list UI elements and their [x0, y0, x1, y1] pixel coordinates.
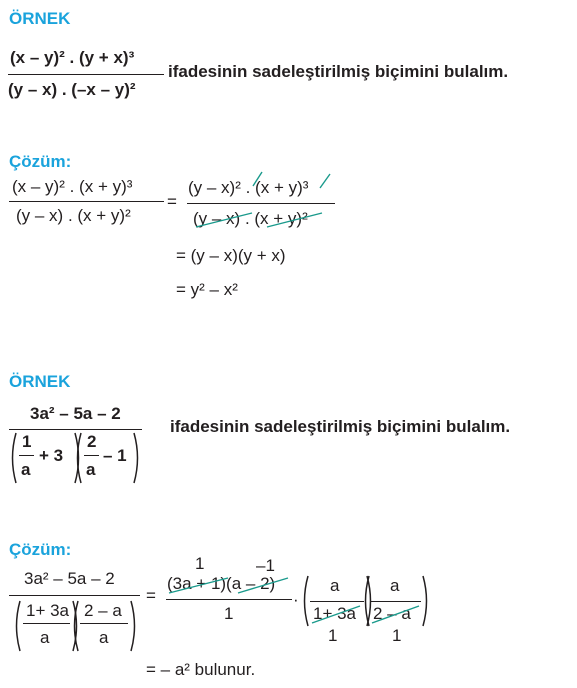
example1-heading: ÖRNEK [9, 9, 71, 28]
paren-right [423, 576, 427, 626]
solution2-heading: Çözüm: [9, 540, 72, 559]
paren-left [17, 601, 21, 651]
example2-f1-den: a [21, 460, 31, 479]
solution2-r2-den: 2 – a [373, 604, 411, 623]
solution1-heading: Çözüm: [9, 152, 72, 171]
solution2-f2-num: 2 – a [84, 601, 122, 620]
multiply-dot: · [293, 590, 299, 609]
example1-denominator: (y – x) . (–x – y)² [8, 80, 136, 99]
cancel-result-2: –1 [256, 556, 275, 575]
example2-heading: ÖRNEK [9, 372, 71, 391]
solution2-f2-den: a [99, 628, 109, 647]
paren-left [305, 576, 309, 626]
cancel-stroke [372, 606, 419, 623]
example2-f2-den: a [86, 460, 96, 479]
cancel-stroke [312, 606, 360, 623]
example2-prompt: ifadesinin sadeleştirilmiş biçimini bulalım. [170, 417, 511, 436]
cancel-stroke [169, 578, 228, 593]
solution1-rhs-numerator: (y – x)² . (x + y)³ [188, 178, 309, 197]
solution2-r2-below: 1 [392, 626, 402, 645]
solution2-r2-num: a [390, 576, 400, 595]
solution1-lhs-denominator: (y – x) . (x + y)² [16, 206, 131, 225]
example1-prompt: ifadesinin sadeleştirilmiş biçimini bulalım. [168, 62, 509, 81]
example2-numerator: 3a² – 5a – 2 [30, 404, 121, 423]
example2-f1-num: 1 [22, 432, 32, 451]
cancel-stroke [320, 174, 330, 188]
cancel-stroke [196, 213, 252, 227]
example2-f1-op: + 3 [39, 446, 64, 465]
paren-left [13, 433, 17, 483]
equals-sign: = [167, 192, 177, 211]
solution2-mid-denominator: 1 [224, 604, 234, 623]
solution2-r1-den: 1+ 3a [313, 604, 357, 623]
solution2-lhs-numerator: 3a² – 5a – 2 [24, 569, 115, 588]
cancel-stroke [267, 213, 322, 227]
cancel-result-1: 1 [195, 554, 205, 573]
example1-numerator: (x – y)² . (y + x)³ [10, 48, 135, 67]
cancel-stroke [238, 578, 288, 593]
solution1-rhs-denominator: (y – x) . (x + y)² [193, 209, 308, 228]
solution1-step2: = (y – x)(y + x) [176, 246, 286, 265]
paren-right [134, 433, 138, 483]
cancel-stroke [253, 172, 262, 186]
solution1-step3: = y² – x² [176, 280, 238, 299]
solution2-r1-below: 1 [328, 626, 338, 645]
paren-right [131, 601, 135, 651]
solution2-f1-den: a [40, 628, 50, 647]
solution2-result: = – a² bulunur. [146, 660, 256, 679]
example2-f2-op: – 1 [103, 446, 127, 465]
solution2-mid-numerator: (3a + 1)(a – 2) [167, 574, 276, 593]
solution1-lhs-numerator: (x – y)² . (x + y)³ [12, 177, 133, 196]
solution2-f1-num: 1+ 3a [26, 601, 70, 620]
solution2-r1-num: a [330, 576, 340, 595]
example2-f2-num: 2 [87, 432, 97, 451]
equals-sign: = [146, 586, 156, 605]
